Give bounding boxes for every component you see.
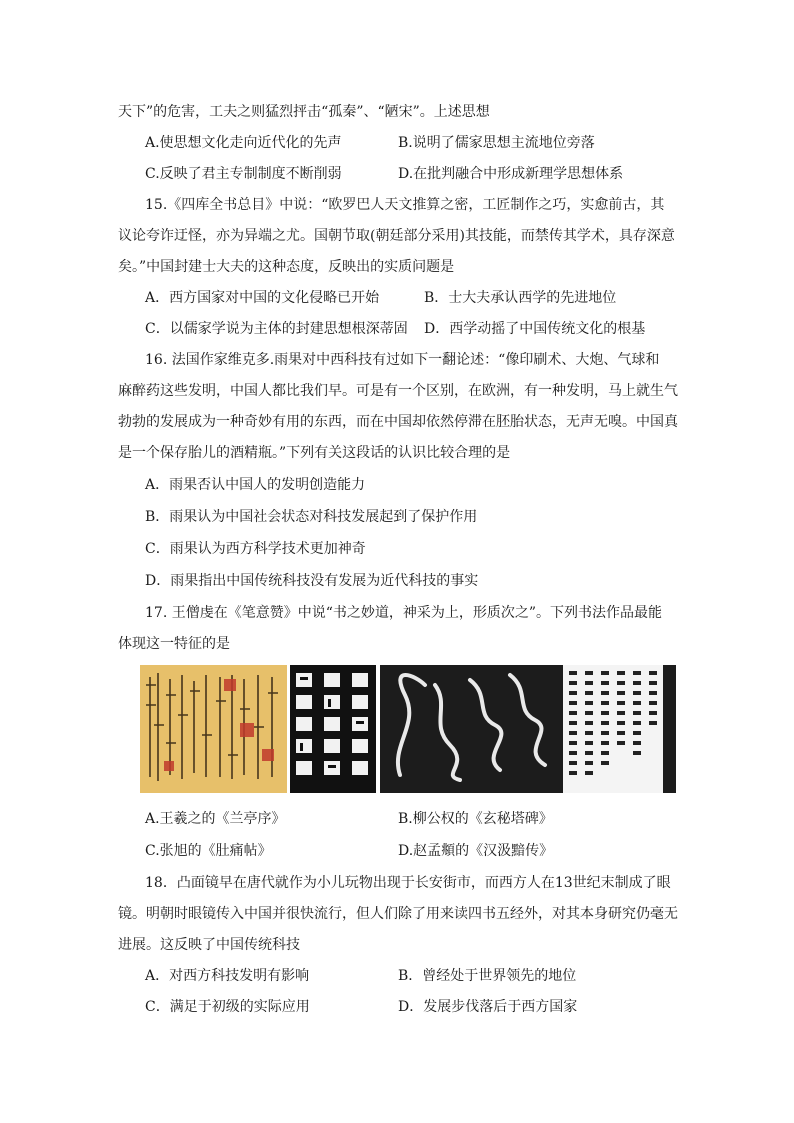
- q15-stem-line-3: 矣。”中国封建士大夫的这种态度，反映出的实质问题是: [118, 259, 455, 275]
- q18-stem-line-2: 镜。明朝时眼镜传入中国并很快流行，但人们除了用来读四书五经外，对其本身研究仍毫无: [118, 906, 678, 922]
- q17-stem-line-1: 17. 王僧虔在《笔意赞》中说“书之妙道，神采为上，形质次之”。下列书法作品最能: [145, 605, 663, 621]
- q18-option-a[interactable]: A．对西方科技发明有影响: [145, 968, 310, 984]
- q18-stem-line-3: 进展。这反映了中国传统科技: [118, 937, 300, 953]
- calligraphy-images: [140, 665, 663, 793]
- q15-stem-line-2: 议论夸诈迂怪，亦为异端之尤。国朝节取(朝廷部分采用)其技能，而禁传其学术，具存深意: [118, 228, 675, 244]
- q15-option-d[interactable]: D．西学动摇了中国传统文化的根基: [424, 321, 646, 337]
- q15-stem-line-1: 15.《四库全书总目》中说：“欧罗巴人天文推算之密，工匠制作之巧，实愈前古，其: [145, 197, 665, 213]
- q17-stem-line-2: 体现这一特征的是: [118, 636, 230, 652]
- q17-option-b[interactable]: B.柳公权的《玄秘塔碑》: [398, 811, 553, 827]
- q17-option-d[interactable]: D.赵孟頫的《汉汲黯传》: [398, 843, 554, 859]
- q15-option-b[interactable]: B．士大夫承认西学的先进地位: [424, 290, 617, 306]
- q14-option-d[interactable]: D.在批判融合中形成新理学思想体系: [398, 166, 624, 182]
- q16-stem-line-4: 是一个保存胎儿的酒精瓶。”下列有关这段话的认识比较合理的是: [118, 445, 511, 461]
- q16-stem-line-2: 麻醉药这些发明，中国人都比我们早。可是有一个区别，在欧洲，有一种发明，马上就生气: [118, 383, 678, 399]
- q16-option-d[interactable]: D．雨果指出中国传统科技没有发展为近代科技的事实: [145, 573, 479, 589]
- q16-option-a[interactable]: A．雨果否认中国人的发明创造能力: [145, 477, 366, 493]
- q17-option-a[interactable]: A.王羲之的《兰亭序》: [145, 811, 286, 827]
- q18-option-c[interactable]: C．满足于初级的实际应用: [145, 999, 310, 1015]
- q14-option-a[interactable]: A.使思想文化走向近代化的先声: [145, 135, 342, 151]
- q17-option-c[interactable]: C.张旭的《肚痛帖》: [145, 843, 272, 859]
- xuanmita-image: [290, 665, 376, 793]
- q14-option-b[interactable]: B.说明了儒家思想主流地位旁落: [398, 135, 595, 151]
- q16-stem-line-1: 16. 法国作家维克多.雨果对中西科技有过如下一翻论述：“像印刷术、大炮、气球和: [145, 352, 660, 368]
- q14-option-c[interactable]: C.反映了君主专制制度不断削弱: [145, 166, 342, 182]
- q16-option-b[interactable]: B．雨果认为中国社会状态对科技发展起到了保护作用: [145, 509, 478, 525]
- q16-option-c[interactable]: C．雨果认为西方科学技术更加神奇: [145, 541, 366, 557]
- q14-stem-line: 天下”的危害，工夫之则猛烈抨击“孤秦”、“陋宋”。上述思想: [118, 104, 490, 120]
- q18-option-b[interactable]: B．曾经处于世界领先的地位: [398, 968, 577, 984]
- q15-option-a[interactable]: A．西方国家对中国的文化侵略已开始: [145, 290, 380, 306]
- lantingxu-image: [140, 665, 287, 793]
- q16-stem-line-3: 勃勃的发展成为一种奇妙有用的东西，而在中国却依然停滞在胚胎状态，无声无嗅。中国真: [118, 414, 678, 430]
- hanjian-zhuan-image: [563, 665, 663, 793]
- q15-option-c[interactable]: C．以儒家学说为主体的封建思想根深蒂固: [145, 321, 408, 337]
- q18-stem-line-1: 18．凸面镜早在唐代就作为小儿玩物出现于长安街市，而西方人在13世纪末制成了眼: [145, 875, 671, 891]
- q18-option-d[interactable]: D．发展步伐落后于西方国家: [398, 999, 578, 1015]
